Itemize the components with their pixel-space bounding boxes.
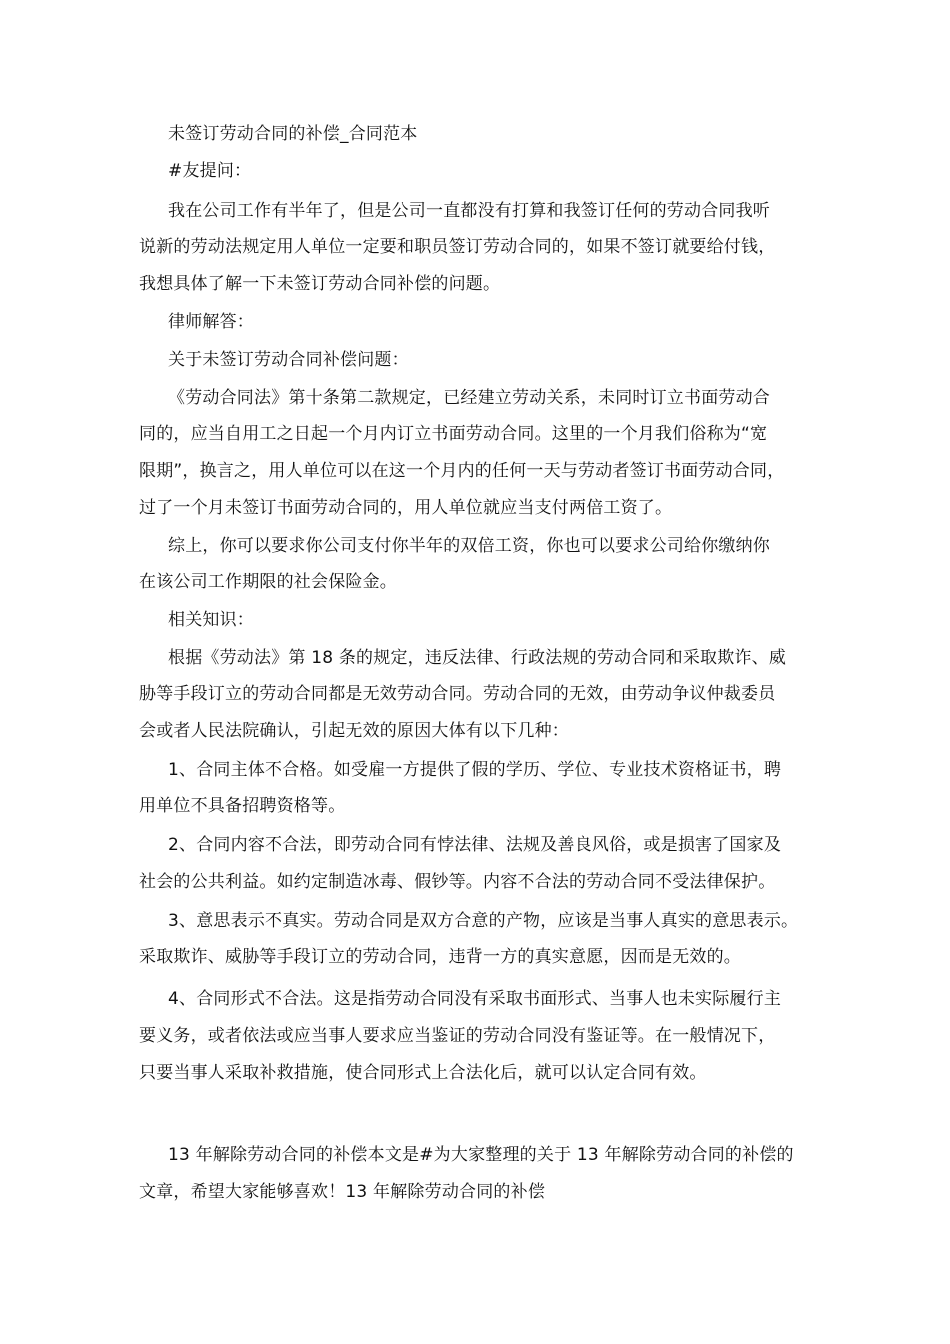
list-item-line: 2、合同内容不合法，即劳动合同有悖法律、法规及善良风俗，或是损害了国家及: [168, 835, 782, 855]
question-line: 说新的劳动法规定用人单位一定要和职员签订劳动合同的，如果不签订就要给付钱，: [139, 237, 776, 257]
question-label: #友提问：: [168, 161, 252, 181]
answer-paragraph-line: 限期”，换言之，用人单位可以在这一个月内的任何一天与劳动者签订书面劳动合同，: [139, 461, 785, 481]
list-item-line: 要义务，或者依法或应当事人要求应当鉴证的劳动合同没有鉴证等。在一般情况下，: [139, 1026, 776, 1046]
list-item-line: 用单位不具备招聘资格等。: [139, 796, 346, 816]
footer-line: 文章，希望大家能够喜欢！13 年解除劳动合同的补偿: [139, 1182, 546, 1202]
conclusion-line: 综上，你可以要求你公司支付你半年的双倍工资，你也可以要求公司给你缴纳你: [168, 536, 770, 556]
question-line: 我在公司工作有半年了，但是公司一直都没有打算和我签订任何的劳动合同我听: [168, 201, 770, 221]
document-title: 未签订劳动合同的补偿_合同范本: [168, 124, 418, 144]
answer-paragraph-line: 《劳动合同法》第十条第二款规定，已经建立劳动关系，未同时订立书面劳动合: [168, 388, 770, 408]
question-line: 我想具体了解一下未签订劳动合同补偿的问题。: [139, 274, 501, 294]
footer-line: 13 年解除劳动合同的补偿本文是#为大家整理的关于 13 年解除劳动合同的补偿的: [168, 1145, 794, 1165]
list-item-line: 3、意思表示不真实。劳动合同是双方合意的产物，应该是当事人真实的意思表示。: [168, 911, 799, 931]
answer-intro: 关于未签订劳动合同补偿问题：: [168, 350, 409, 370]
related-intro-line: 会或者人民法院确认，引起无效的原因大体有以下几种：: [139, 721, 569, 741]
answer-paragraph-line: 同的，应当自用工之日起一个月内订立书面劳动合同。这里的一个月我们俗称为“宽: [139, 424, 768, 444]
related-label: 相关知识：: [168, 610, 254, 630]
related-intro-line: 胁等手段订立的劳动合同都是无效劳动合同。劳动合同的无效，由劳动争议仲裁委员: [139, 684, 776, 704]
list-item-line: 采取欺诈、威胁等手段订立的劳动合同，违背一方的真实意愿，因而是无效的。: [139, 947, 741, 967]
list-item-line: 1、合同主体不合格。如受雇一方提供了假的学历、学位、专业技术资格证书，聘: [168, 760, 782, 780]
list-item-line: 社会的公共利益。如约定制造冰毒、假钞等。内容不合法的劳动合同不受法律保护。: [139, 872, 776, 892]
conclusion-line: 在该公司工作期限的社会保险金。: [139, 572, 397, 592]
answer-label: 律师解答：: [168, 312, 254, 332]
answer-paragraph-line: 过了一个月未签订书面劳动合同的，用人单位就应当支付两倍工资了。: [139, 498, 673, 518]
list-item-line: 4、合同形式不合法。这是指劳动合同没有采取书面形式、当事人也未实际履行主: [168, 989, 782, 1009]
list-item-line: 只要当事人采取补救措施，使合同形式上合法化后，就可以认定合同有效。: [139, 1063, 707, 1083]
related-intro-line: 根据《劳动法》第 18 条的规定，违反法律、行政法规的劳动合同和采取欺诈、威: [168, 648, 787, 668]
